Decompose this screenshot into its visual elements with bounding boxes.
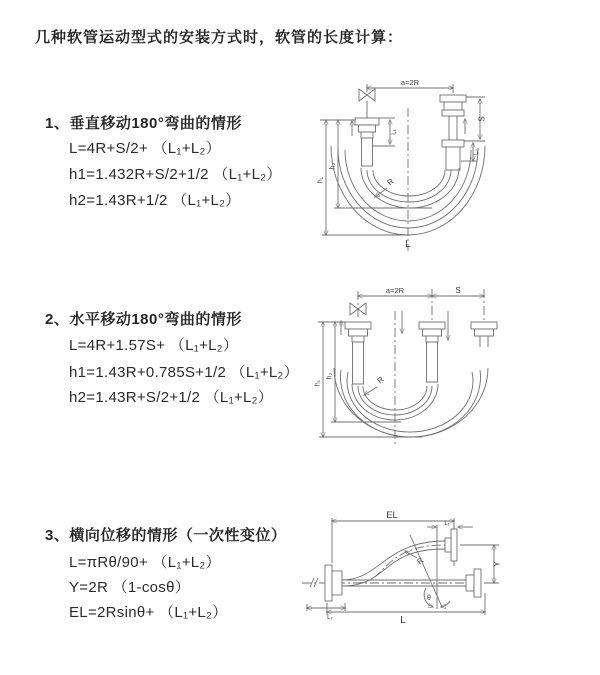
formula-line: Y=2R （1-cosθ） — [69, 579, 191, 596]
dim-label-l-total: L — [405, 239, 411, 250]
dim-label-y: Y — [491, 561, 502, 567]
dim-label-el: EL — [386, 510, 398, 521]
dim-r — [375, 177, 396, 197]
dim-label-h1: h₁ — [314, 379, 322, 387]
diagram-vertical-movement — [312, 68, 597, 263]
dim-label-r: R — [415, 555, 426, 567]
dim-label-l2: L₂ — [473, 149, 480, 155]
diagram-lateral-displacement — [300, 505, 600, 650]
section-2-heading: 2、水平移动180°弯曲的情形 — [45, 311, 242, 328]
braided-hose-section — [446, 147, 460, 170]
valve-icon — [359, 89, 375, 118]
dim-a2r — [367, 78, 453, 93]
dim-s — [464, 97, 487, 141]
dim-label-l1: L₁ — [391, 129, 398, 135]
dim-label-l2: L₂ — [327, 615, 333, 621]
dim-s — [432, 286, 484, 296]
dim-label-h1: h₁ — [317, 176, 325, 184]
section-3-heading: 3、横向位移的情形（一次性变位） — [45, 527, 287, 544]
left-fitting — [355, 118, 379, 166]
top-flange-displaced — [445, 529, 457, 561]
right-flange-original — [466, 569, 481, 597]
angle-theta — [410, 535, 450, 607]
dim-label-l1: L₁ — [444, 521, 450, 527]
dim-label-h2: h₂ — [329, 162, 337, 170]
formula-line: h2=1.43R+S/2+1/2 （L₁+L₂） — [69, 389, 274, 406]
formula-line: L=4R+1.57S+ （L₁+L₂） — [69, 337, 239, 354]
left-flange — [325, 565, 342, 601]
dim-label-r: R — [385, 176, 396, 188]
formula-line: L=4R+S/2+ （L₁+L₂） — [69, 140, 221, 157]
right-fitting — [440, 95, 466, 170]
middle-fitting — [419, 322, 445, 382]
dim-label-a: a=2R — [385, 286, 405, 295]
centerline — [358, 289, 484, 446]
left-fitting — [345, 322, 371, 384]
formula-line: h2=1.43R+1/2 （L₁+L₂） — [69, 192, 241, 209]
right-fitting-displaced — [471, 322, 497, 347]
dim-label-s: S — [477, 116, 487, 122]
centerline-break — [310, 578, 318, 587]
dim-label-r: R — [375, 374, 386, 386]
dim-l-bottom — [307, 593, 485, 626]
formula-line: L=πRθ/90+ （L₁+L₂） — [69, 554, 221, 571]
braided-hose-section — [427, 342, 438, 382]
dim-label-a: a=2R — [400, 78, 420, 87]
diagram-horizontal-movement — [310, 283, 600, 458]
dim-label-s: S — [455, 286, 461, 295]
formula-line: h1=1.432R+S/2+1/2 （L₁+L₂） — [69, 166, 282, 183]
hose-upper-position — [361, 168, 459, 208]
dim-l1 — [427, 521, 473, 609]
dim-r — [364, 375, 386, 395]
dim-label-h2: h₂ — [326, 372, 334, 380]
braided-hose-section — [353, 342, 364, 384]
formula-line: h1=1.43R+0.785S+1/2 （L₁+L₂） — [69, 364, 299, 381]
dim-label-l-total: L — [400, 615, 406, 626]
page-title: 几种软管运动型式的安装方式时，软管的长度计算： — [35, 29, 404, 46]
dim-label-theta: θ — [427, 595, 431, 602]
dim-a2r — [358, 286, 432, 296]
section-1-heading: 1、垂直移动180°弯曲的情形 — [45, 115, 242, 132]
formula-line: EL=2Rsinθ+ （L₁+L₂） — [69, 604, 228, 621]
braided-hose-section — [362, 138, 373, 166]
dim-h2 — [330, 120, 433, 208]
